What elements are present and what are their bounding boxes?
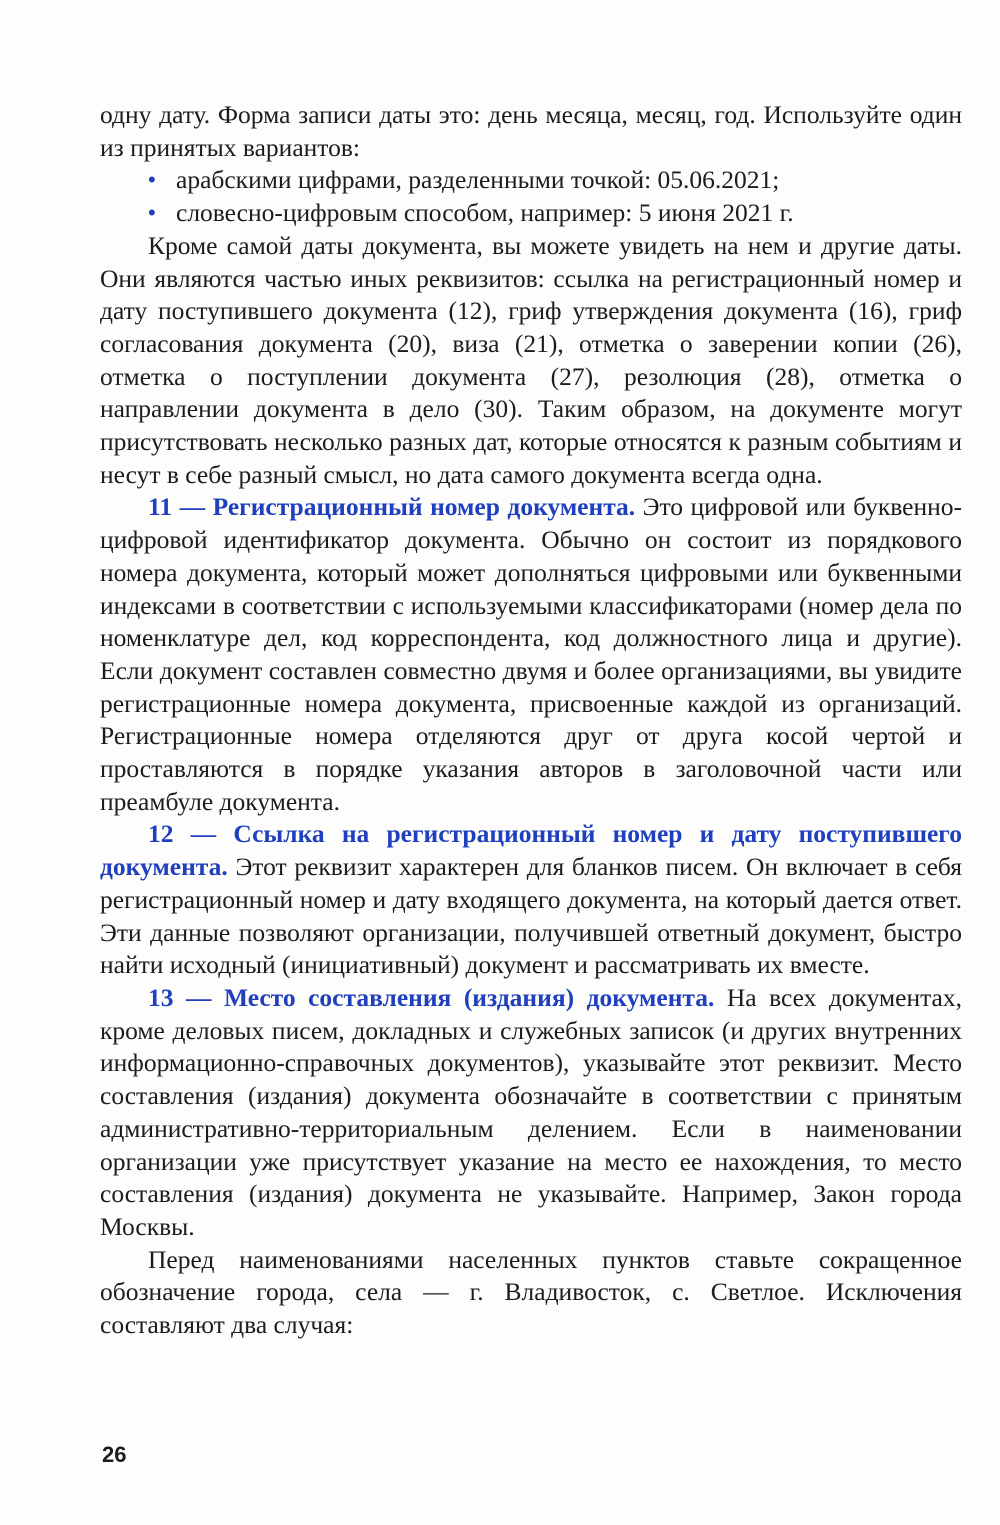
item-12-term: 12 — Ссылка на регистрационный номер и дату поступившего документа. <box>100 819 962 882</box>
item-13-text: На всех документах, кроме деловых писем, докладных и служебных записок (и других внутренних информационно-справочных документов), указывайте этот реквизит. Место составления (издания) документа обозначайте в соответствии с принятым административно-территориальным делением. Если в наименовании организации уже присутствует указание на место ее нахождения, то место составления (издания) документа не указывайте. Например, Закон города Москвы. <box>100 982 962 1241</box>
item-13-paragraph <box>100 982 962 1244</box>
intro-paragraph: одну дату. Форма записи даты это: день месяца, месяц, год. Используйте один из принятых вариантов: <box>100 100 962 162</box>
page-body <box>100 99 962 1342</box>
settlements-paragraph: Перед наименованиями населенных пунктов ставьте сокращенное обозначение города, села — г. Владивосток, с. Светлое. Исключения составляют два случая: <box>100 1244 962 1340</box>
item-11-text: Это цифровой или буквенно-цифровой идентификатор документа. Обычно он состоит из порядкового номера документа, который может дополняться цифровыми или буквенными индексами в соответствии с используемыми классификаторами (номер дела по номенклатуре дел, код корреспондента, код должностного лица и другие). Если документ составлен совместно двумя и более организациями, вы увидите регистрационные номера документа, присвоенные каждой из организаций. Регистрационные номера отделяются друг от друга косой чертой и проставляются в порядке указания авторов в заголовочной части или преамбуле документа. <box>100 492 962 816</box>
list-item-text: словесно-цифровым способом, например: 5 июня 2021 г. <box>176 198 794 228</box>
item-11-term: 11 — Регистрационный номер документа. <box>148 492 636 522</box>
item-12-paragraph <box>100 818 962 982</box>
list-item <box>148 197 962 230</box>
item-12-text: Этот реквизит характерен для бланков писем. Он включает в себя регистрационный номер и дату входящего документа, на который дается ответ. Эти данные позволяют организации, получившей ответный документ, быстро найти исходный (инициативный) документ и рассматривать их вместе. <box>100 852 962 980</box>
date-format-list <box>100 164 962 229</box>
page-number: 26 <box>102 1442 127 1467</box>
other-dates-paragraph: Кроме самой даты документа, вы можете увидеть на нем и другие даты. Они являются частью иных реквизитов: ссылка на регистрационный номер и дату поступившего документа (12), гриф утверждения документа (16), гриф согласования документа (20), виза (21), отметка о заверении копии (26), отметка о поступлении документа (27), резолюция (28), отметка о направлении документа в дело (30). Таким образом, на документе могут присутствовать несколько разных дат, которые относятся к разным событиям и несут в себе разный смысл, но дата самого документа всегда одна. <box>100 230 962 489</box>
bullet-icon: • <box>148 200 156 226</box>
bullet-icon: • <box>148 167 156 193</box>
item-13-term: 13 — Место составления (издания) документа. <box>148 982 715 1012</box>
list-item-text: арабскими цифрами, разделенными точкой: 05.06.2021; <box>176 165 780 195</box>
list-item <box>148 164 962 197</box>
item-11-paragraph <box>100 491 962 818</box>
